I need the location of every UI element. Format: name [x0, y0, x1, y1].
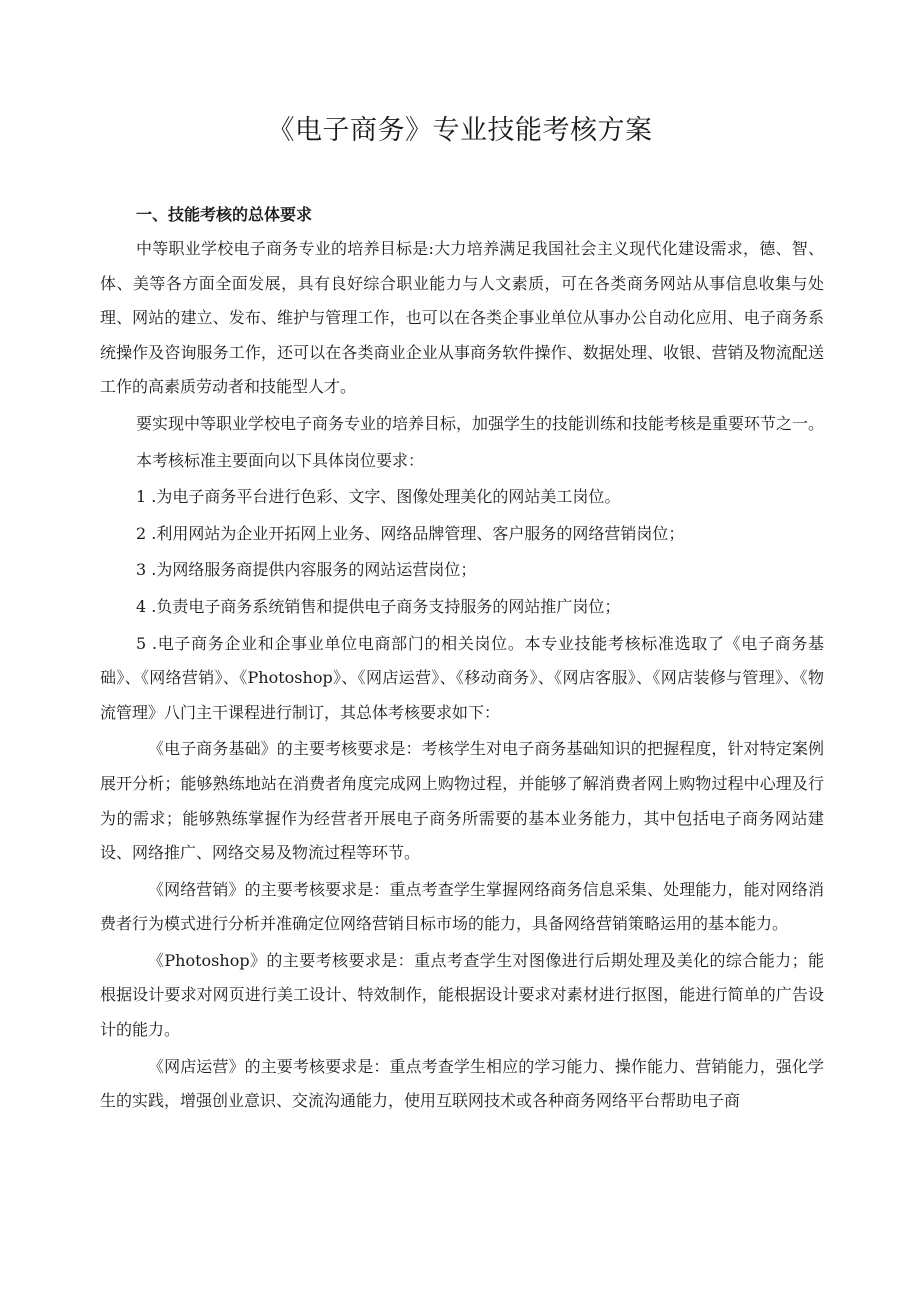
paragraph-photoshop: 《Photoshop》的主要考核要求是：重点考查学生对图像进行后期处理及美化的综合能力；能根据设计要求对网页进行美工设计、特效制作，能根据设计要求对素材进行抠图，能进行简单的广告设计的能力。: [100, 950, 824, 1040]
document-body: [100, 200, 824, 1119]
list-item-position-1: 1 .为电子商务平台进行色彩、文字、图像处理美化的网站美工岗位。: [136, 487, 621, 507]
paragraph-ecommerce-basics: 《电子商务基础》的主要考核要求是：考核学生对电子商务基础知识的把握程度，针对特定案例展开分析；能够熟练地站在消费者角度完成网上购物过程，并能够了解消费者网上购物过程中心理及行为的需求；能够熟练掌握作为经营者开展电子商务所需要的基本业务能力，其中包括电子商务网站建设、网络推广、网络交易及物流过程等环节。: [100, 739, 824, 863]
list-item-position-3: 3 .为网络服务商提供内容服务的网站运营岗位；: [136, 560, 477, 580]
paragraph-shop-operation: 《网店运营》的主要考核要求是：重点考查学生相应的学习能力、操作能力、营销能力，强化学生的实践，增强创业意识、交流沟通能力，使用互联网技术或各种商务网络平台帮助电子商: [100, 1056, 824, 1111]
paragraph-network-marketing: 《网络营销》的主要考核要求是：重点考查学生掌握网络商务信息采集、处理能力，能对网络消费者行为模式进行分析并准确定位网络营销目标市场的能力，具备网络营销策略运用的基本能力。: [100, 879, 824, 934]
document-title: 《电子商务》专业技能考核方案: [267, 115, 653, 146]
list-item-position-4: 4 .负责电子商务系统销售和提供电子商务支持服务的网站推广岗位；: [136, 596, 621, 616]
list-item-position-2: 2 .利用网站为企业开拓网上业务、网络品牌管理、客户服务的网络营销岗位；: [136, 523, 685, 543]
paragraph-key-link: 要实现中等职业学校电子商务专业的培养目标，加强学生的技能训练和技能考核是重要环节之一。: [136, 413, 825, 433]
section-heading: 一、技能考核的总体要求: [136, 205, 313, 224]
paragraph-positions-intro: 本考核标准主要面向以下具体岗位要求：: [136, 450, 425, 470]
paragraph-training-goal: 中等职业学校电子商务专业的培养目标是:大力培养满足我国社会主义现代化建设需求，德、智、体、美等各方面全面发展，具有良好综合职业能力与人文素质，可在各类商务网站从事信息收集与处理、网站的建立、发布、维护与管理工作，也可以在各类企事业单位从事办公自动化应用、电子商务系统操作及咨询服务工作，还可以在各类商业企业从事商务软件操作、数据处理、收银、营销及物流配送工作的高素质劳动者和技能型人才。: [100, 239, 824, 397]
list-item-position-5: 5 .电子商务企业和企事业单位电商部门的相关岗位。本专业技能考核标准选取了《电子商务基础》、《网络营销》、《Photoshop》、《网店运营》、《移动商务》、《网店客服》、《网店装修与管理》、《物流管理》八门主干课程进行制订，其总体考核要求如下：: [100, 633, 824, 722]
